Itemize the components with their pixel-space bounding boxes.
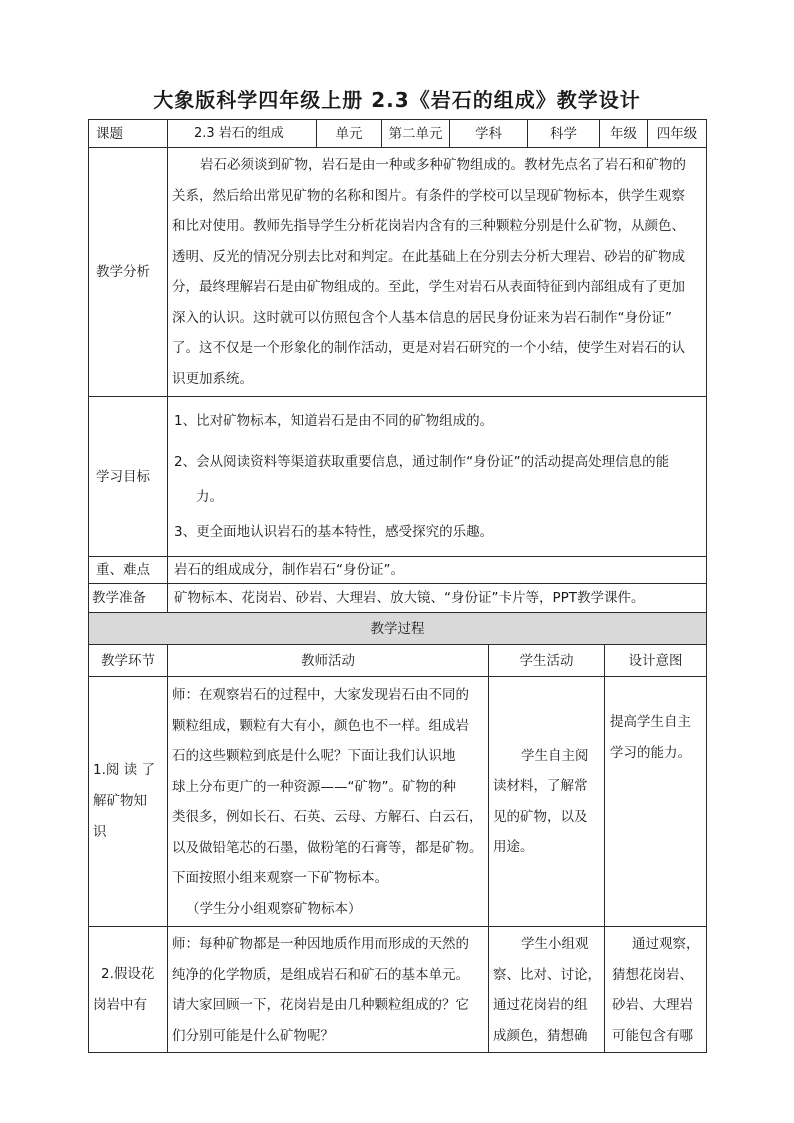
analysis-line: 了。这不仅是一个形象化的制作活动，更是对岩石研究的一个小结，使学生对岩石的认: [172, 340, 685, 356]
topic-label: 课题: [96, 125, 123, 142]
process-row-1-stage: [93, 677, 165, 926]
objective-item: 2、会从阅读资料等渠道获取重要信息，通过制作“身份证”的活动提高处理信息的能: [174, 454, 670, 470]
teacher-line: 请大家回顾一下，花岗岩是由几种颗粒组成的？它: [172, 997, 469, 1013]
process-row-1-teacher: [172, 680, 486, 925]
teacher-line: （学生分小组观察矿物标本）: [186, 900, 362, 917]
preparation-value: 矿物标本、花岗岩、砂岩、大理岩、放大镜、“身份证”卡片等，PPT教学课件。: [174, 590, 645, 606]
analysis-line: 深入的认识。这时就可以仿照包含个人基本信息的居民身份证来为岩石制作“身份证”: [172, 309, 672, 326]
teacher-line: 师：每种矿物都是一种因地质作用而形成的天然的: [172, 936, 469, 952]
objective-item: 3、更全面地认识岩石的基本特性，感受探究的乐趣。: [174, 524, 494, 540]
student-line: 读材料，了解常: [493, 778, 588, 794]
subject-label: 学科: [475, 125, 502, 142]
key-points-value: 岩石的组成成分，制作岩石“身份证”。: [174, 562, 404, 578]
intent-line: 通过观察，: [632, 936, 700, 952]
process-row-2-stage: [93, 927, 165, 1052]
process-row-1-intent: [610, 707, 706, 787]
topic-value: 2.3 岩石的组成: [194, 125, 284, 141]
intent-line: 可能包含有哪: [612, 1027, 693, 1044]
process-row-2-teacher: [172, 929, 486, 1051]
intent-line: 学习的能力。: [610, 744, 691, 761]
analysis-line: 识更加系统。: [172, 370, 253, 387]
student-line: 见的矿物，以及: [493, 808, 588, 825]
objective-item: 1、比对矿物标本，知道岩石是由不同的矿物组成的。: [174, 413, 494, 429]
teacher-line: 下面按照小组来观察一下矿物标本。: [172, 870, 388, 886]
student-line: 学生自主阅: [521, 747, 589, 764]
col-header-stage: 教学环节: [101, 652, 155, 669]
col-header-intent: 设计意图: [628, 652, 683, 669]
unit-value: 第二单元: [388, 125, 443, 142]
teacher-line: 师：在观察岩石的过程中，大家发现岩石由不同的: [172, 687, 469, 703]
student-line: 用途。: [493, 839, 534, 855]
analysis-line: 岩石必须谈到矿物，岩石是由一种或多种矿物组成的。教材先点名了岩石和矿物的: [200, 157, 686, 173]
intent-line: 猜想花岗岩、: [612, 966, 693, 983]
stage-line: 1.阅 读 了: [93, 762, 155, 778]
teacher-line: 石的这些颗粒到底是什么呢？下面让我们认识地: [172, 748, 456, 764]
teacher-line: 们分别可能是什么矿物呢？: [172, 1027, 334, 1044]
process-row-1-student: [493, 677, 603, 926]
objectives-label: 学习目标: [96, 468, 150, 485]
teacher-line: 以及做铅笔芯的石墨，做粉笔的石膏等，都是矿物。: [172, 839, 483, 856]
intent-line: 砂岩、大理岩: [612, 997, 693, 1013]
grade-value: 四年级: [656, 125, 698, 142]
analysis-line: 透明、反光的情况分别去比对和判定。在此基础上在分别去分析大理岩、砂岩的矿物成: [172, 248, 685, 265]
analysis-line: 关系，然后给出常见矿物的名称和图片。有条件的学校可以呈现矿物标本，供学生观察: [172, 187, 685, 204]
teacher-line: 类很多，例如长石、石英、云母、方解石、白云石，: [172, 809, 483, 825]
objectives-list: [174, 397, 704, 556]
process-heading: 教学过程: [89, 613, 706, 644]
process-row-2-student: [493, 929, 603, 1051]
teacher-line: 颗粒组成，颗粒有大有小，颜色也不一样。组成岩: [172, 717, 469, 734]
preparation-label: 教学准备: [92, 590, 146, 606]
stage-line: 2.假设花: [101, 965, 155, 982]
student-line: 通过花岗岩的组: [493, 997, 588, 1013]
subject-value: 科学: [550, 125, 577, 142]
process-row-2-intent: [612, 929, 706, 1051]
objective-item-continued: 力。: [196, 489, 223, 505]
key-points-label: 重、难点: [96, 562, 150, 578]
stage-line: 岗岩中有: [93, 996, 147, 1013]
col-header-teacher: 教师活动: [301, 652, 355, 669]
page-title: 大象版科学四年级上册 2.3《岩石的组成》教学设计: [153, 88, 641, 112]
teacher-line: 纯净的化学物质，是组成岩石和矿石的基本单元。: [172, 966, 469, 983]
analysis-label: 教学分析: [96, 264, 150, 280]
teacher-line: 球上分布更广的一种资源——“矿物”。矿物的种: [172, 778, 456, 795]
analysis-line: 分，最终理解岩石是由矿物组成的。至此，学生对岩石从表面特征到内部组成有了更加: [172, 279, 685, 295]
stage-line: 识: [93, 824, 107, 840]
stage-line: 解矿物知: [93, 793, 147, 809]
grade-label: 年级: [610, 125, 637, 142]
student-line: 成颜色，猜想确: [493, 1027, 588, 1044]
col-header-student: 学生活动: [519, 652, 574, 669]
analysis-line: 和比对使用。教师先指导学生分析花岗岩内含有的三种颗粒分别是什么矿物，从颜色、: [172, 218, 685, 234]
intent-line: 提高学生自主: [610, 714, 691, 730]
student-line: 学生小组观: [521, 936, 589, 952]
analysis-text: [172, 150, 704, 395]
student-line: 察、比对、讨论，: [493, 966, 601, 983]
unit-label: 单元: [335, 125, 363, 142]
